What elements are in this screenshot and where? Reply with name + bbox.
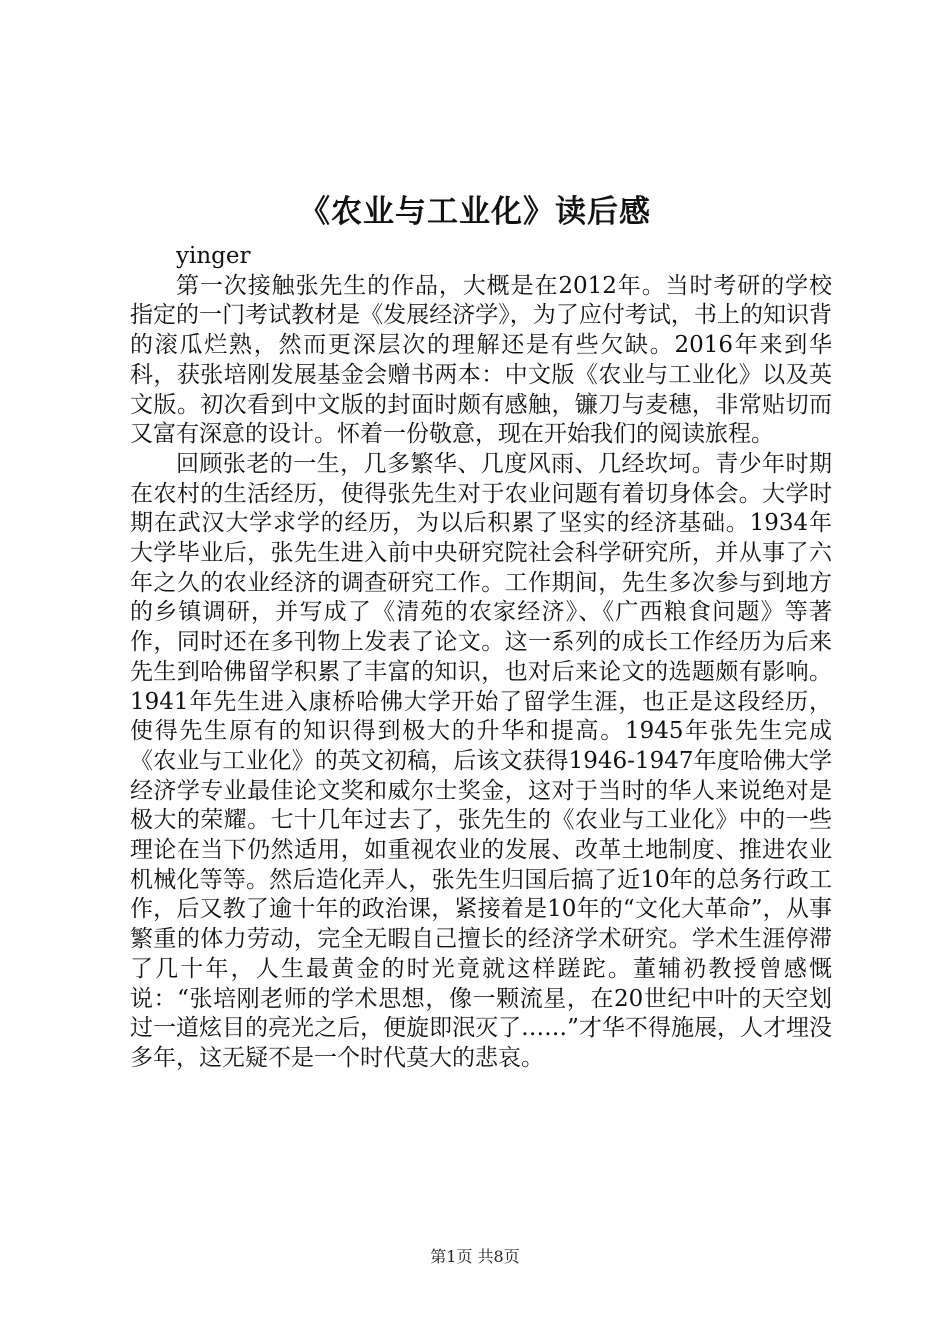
document-title: 《农业与工业化》读后感 <box>299 194 651 230</box>
page-footer: 第1页 共8页 <box>430 1247 520 1266</box>
paragraph-1: 第一次接触张先生的作品，大概是在2012年。当时考研的学校指定的一门考试教材是《发展经济学》，为了应付考试，书上的知识背的滚瓜烂熟，然而更深层次的理解还是有些欠缺。2016年来到华科，获张培刚发展基金会赠书两本：中文版《农业与工业化》以及英文版。初次看到中文版的封面时颇有感触，镰刀与麦穗，非常贴切而又富有深意的设计。怀着一份敬意，现在开始我们的阅读旅程。 <box>130 272 832 448</box>
author-name: yinger <box>176 243 251 269</box>
document-body <box>130 242 832 1074</box>
paragraph-2: 回顾张老的一生，几多繁华、几度风雨、几经坎坷。青少年时期在农村的生活经历，使得张先生对于农业问题有着切身体会。大学时期在武汉大学求学的经历，为以后积累了坚实的经济基础。1934年大学毕业后，张先生进入前中央研究院社会科学研究所，并从事了六年之久的农业经济的调查研究工作。工作期间，先生多次参与到地方的乡镇调研，并写成了《清苑的农家经济》、《广西粮食问题》等著作，同时还在多刊物上发表了论文。这一系列的成长工作经历为后来先生到哈佛留学积累了丰富的知识，也对后来论文的选题颇有影响。1941年先生进入康桥哈佛大学开始了留学生涯，也正是这段经历，使得先生原有的知识得到极大的升华和提高。1945年张先生完成《农业与工业化》的英文初稿，后该文获得1946-1947年度哈佛大学经济学专业最佳论文奖和威尔士奖金，这对于当时的华人来说绝对是极大的荣耀。七十几年过去了，张先生的《农业与工业化》中的一些理论在当下仍然适用，如重视农业的发展、改革土地制度、推进农业机械化等等。然后造化弄人，张先生归国后搞了近10年的总务行政工作，后又教了逾十年的政治课，紧接着是10年的“文化大革命”，从事繁重的体力劳动，完全无暇自己擅长的经济学术研究。学术生涯停滞了几十年，人生最黄金的时光竟就这样蹉跎。董辅礽教授曾感慨说：“张培刚老师的学术思想，像一颗流星，在20世纪中叶的天空划过一道炫目的亮光之后，便旋即泯灭了……”才华不得施展，人才埋没多年，这无疑不是一个时代莫大的悲哀。 <box>130 450 832 1071</box>
